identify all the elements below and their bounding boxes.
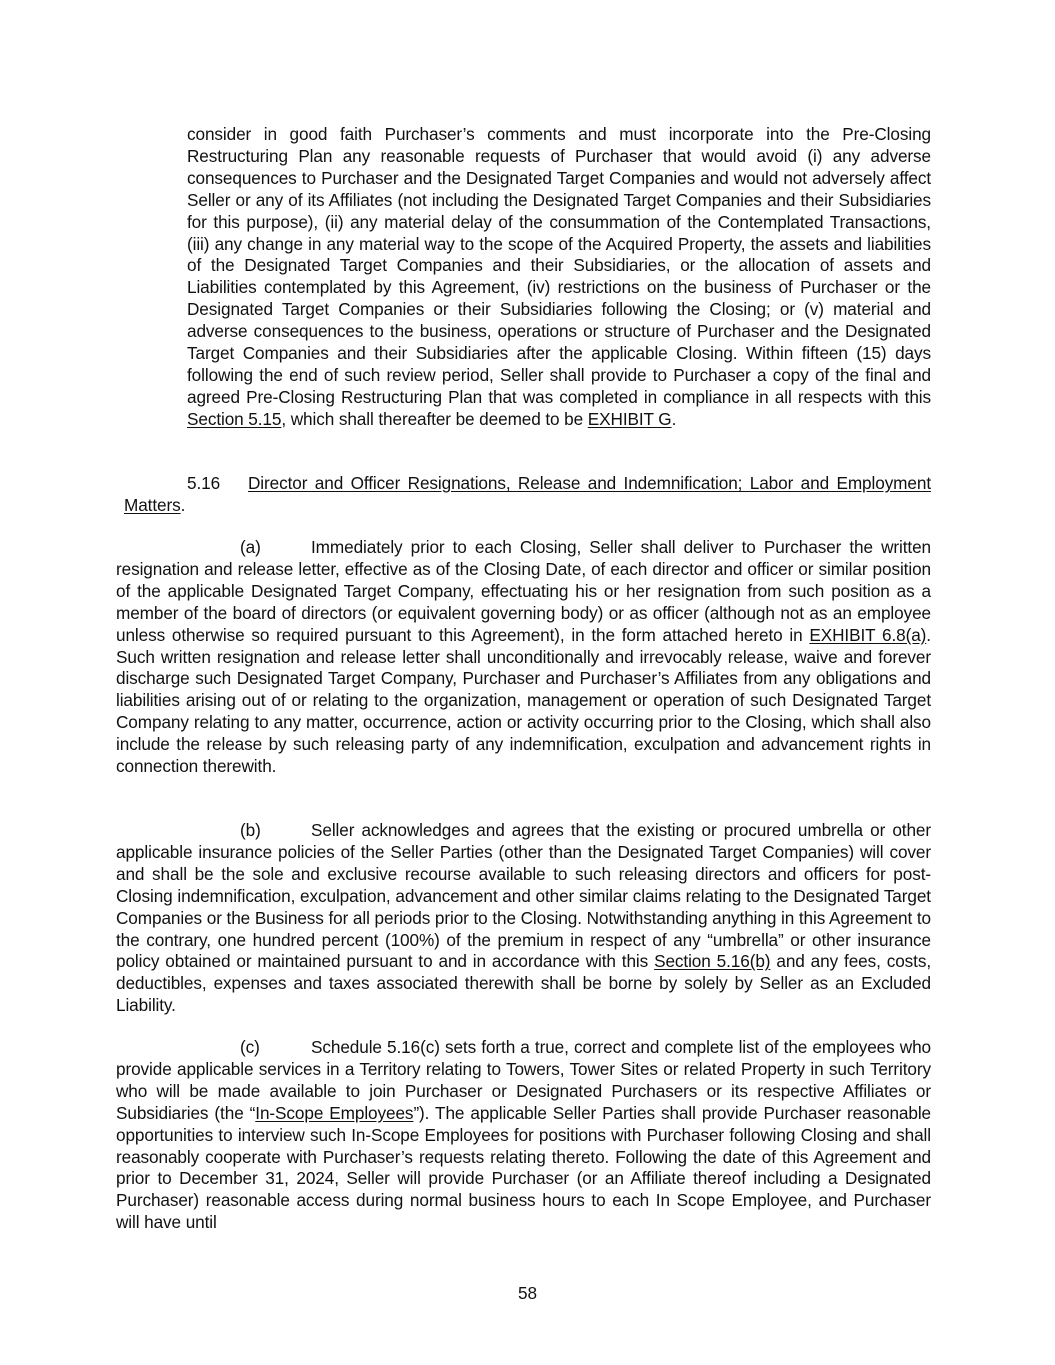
section-title: Director and Officer Resignations, Release and Indemnification; Labor and Employment Matters [124, 473, 931, 515]
paragraph-b [116, 820, 931, 1017]
in-scope-employees-term: In-Scope Employees [255, 1102, 414, 1123]
paragraph-a [116, 537, 931, 778]
section-5-15-reference: Section 5.15 [187, 408, 282, 429]
paragraph-a-text-1: Immediately prior to each Closing, Seller shall deliver to Purchaser the written resignation and release letter, effective as of the Closing Date, of each director and officer or similar position of the applicable Designated Target Company, effectuating his or her resignation from such position as a member of the board of directors (or equivalent governing body) or as officer (although not as an employee unless otherwise so required pursuant to this Agreement), in the form attached hereto in [116, 537, 931, 645]
paragraph-c-text-2: ”). The applicable Seller Parties shall provide Purchaser reasonable opportunities to interview such In-Scope Employees for positions with Purchaser following Closing and shall reasonably cooperate with Purchaser’s requests relating thereto. Following the date of this Agreement and prior to December 31, 2024, Seller will provide Purchaser (or an Affiliate thereof including a Designated Purchaser) reasonable access during normal business hours to each In Scope Employee, and Purchaser will have until [116, 1102, 932, 1233]
exhibit-g-reference: EXHIBIT G [587, 408, 672, 429]
section-title-end: . [180, 494, 186, 515]
section-number: 5.16 [187, 473, 221, 493]
intro-text-3: . [671, 408, 677, 429]
paragraph-b-label: (b) [240, 820, 261, 840]
intro-text-1: consider in good faith Purchaser’s comments and must incorporate into the Pre-Closing Restructuring Plan any reasonable requests of Purchaser that would avoid (i) any adverse consequences to Purchaser and the Designated Target Companies and would not adversely affect Seller or any of its Affiliates (not including the Designated Target Companies and their Subsidiaries for this purpose), (ii) any material delay of the consummation of the Contemplated Transactions, (iii) any change in any material way to the scope of the Acquired Property, the assets and liabilities of the Designated Target Companies and their Subsidiaries, or the allocation of assets and Liabilities contemplated by this Agreement, (iv) restrictions on the business of Purchaser or the Designated Target Companies or their Subsidiaries following the Closing; or (v) material and adverse consequences to the business, operations or structure of Purchaser and the Designated Target Companies and their Subsidiaries after the applicable Closing. Within fifteen (15) days following the end of such review period, Seller shall provide to Purchaser a copy of the final and agreed Pre-Closing Restructuring Plan that was completed in compliance in all respects with this [187, 124, 931, 407]
paragraph-b-text-1: Seller acknowledges and agrees that the existing or procured umbrella or other applicable insurance policies of the Seller Parties (other than the Designated Target Companies) will cover and shall be the sole and exclusive recourse available to such releasing directors and officers for post-Closing indemnification, exculpation, advancement and other similar claims relating to the Designated Target Companies or the Business for all periods prior to the Closing. Notwithstanding anything in this Agreement to the contrary, one hundred percent (100%) of the premium in respect of any “umbrella” or other insurance policy obtained or maintained pursuant to and in accordance with this [116, 820, 931, 972]
section-5-16b-reference: Section 5.16(b) [654, 951, 771, 972]
section-5-16-heading [124, 473, 931, 517]
page-number: 58 [517, 1283, 538, 1303]
paragraph-c-label: (c) [240, 1037, 260, 1057]
paragraph-c-text-1: Schedule 5.16(c) sets forth a true, correct and complete list of the employees who provide applicable services in a Territory relating to Towers, Tower Sites or related Property in such Territory who will be made available to join Purchaser or Designated Purchasers or its respective Affiliates or Subsidiaries (the “ [116, 1037, 931, 1123]
exhibit-6-8a-reference: EXHIBIT 6.8(a) [809, 624, 927, 645]
intro-text-2: , which shall thereafter be deemed to be [281, 408, 588, 429]
paragraph-restructuring-plan [187, 124, 931, 431]
paragraph-a-label: (a) [240, 537, 261, 557]
paragraph-b-text-2: and any fees, costs, deductibles, expenses and taxes associated therewith shall be borne by solely by Seller as an Excluded Liability. [116, 951, 932, 1016]
paragraph-c [116, 1037, 931, 1234]
paragraph-a-text-2: . Such written resignation and release letter shall unconditionally and irrevocably release, waive and forever discharge such Designated Target Company, Purchaser and Purchaser’s Affiliates from any obligations and liabilities arising out of or relating to the organization, management or operation of such Designated Target Company relating to any matter, occurrence, action or activity occurring prior to the Closing, which shall also include the release by such releasing party of any indemnification, exculpation and advancement rights in connection therewith. [116, 624, 931, 777]
